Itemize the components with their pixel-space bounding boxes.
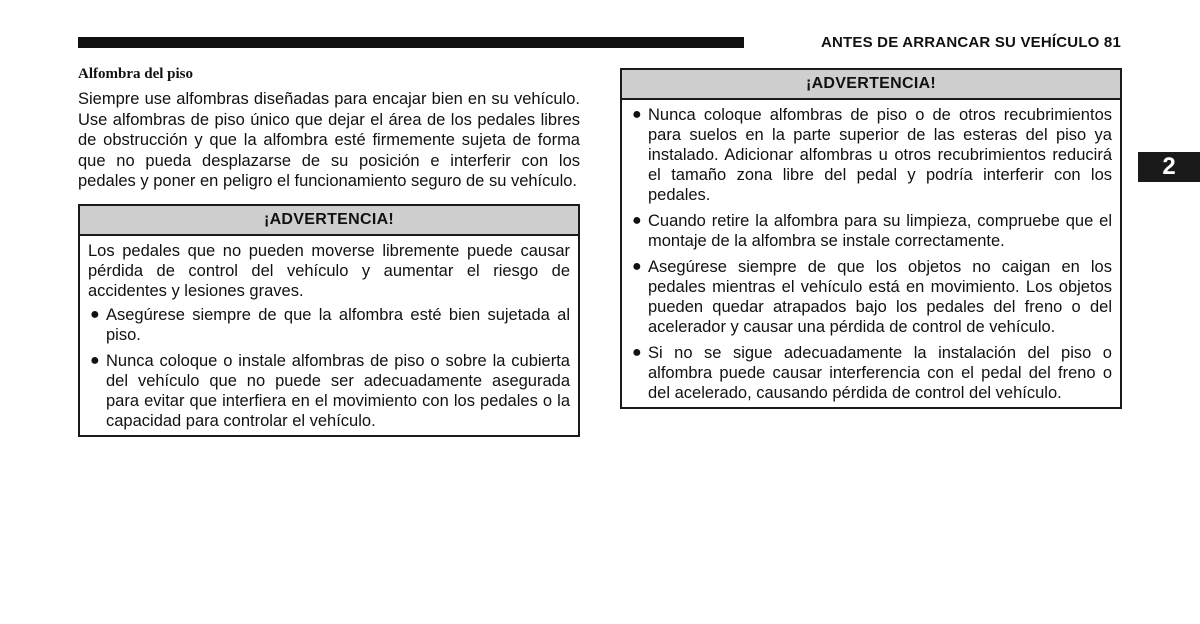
warning-item-text: Nunca coloque alfombras de piso o de otros recubrimientos para suelos en la parte superior de las esteras del piso ya instalado. Adicionar alfombras u otros recubrimientos reducirá el tamaño zona libre del pedal y podría interferir con los pedales. <box>648 106 1112 204</box>
body-paragraph: Siempre use alfombras diseñadas para encajar bien en su vehículo. Use alfombras de piso único que dejar el área de los pedales libres de obstrucción y que la alfombra esté firmemente sujeta de forma que no pueda desplazarse de su posición e interferir con los pedales y poner en peligro el funcionamiento seguro de su vehículo. <box>78 90 580 191</box>
warning-item-text: Asegúrese siempre de que la alfombra esté bien sujetada al piso. <box>106 305 570 344</box>
chapter-tab: 2 <box>1138 152 1200 182</box>
warning-item-text: Cuando retire la alfombra para su limpieza, compruebe que el montaje de la alfombra se instale correctamente. <box>648 212 1112 250</box>
warning-body <box>80 236 578 435</box>
warning-list-item <box>630 105 1112 205</box>
running-header: ANTES DE ARRANCAR SU VEHÍCULO 81 <box>820 34 1121 51</box>
warning-intro: Los pedales que no pueden moverse libremente puede causar pérdida de control del vehículo y aumentar el riesgo de accidentes y lesiones graves. <box>88 241 570 300</box>
bullet-icon: ● <box>632 344 642 361</box>
left-column <box>78 64 580 437</box>
bullet-icon: ● <box>632 212 642 229</box>
bullet-icon: ● <box>90 305 100 323</box>
warning-list-item <box>630 257 1112 337</box>
warning-list-item <box>88 351 570 431</box>
section-heading: Alfombra del piso <box>78 66 194 82</box>
warning-list <box>630 105 1112 403</box>
warning-item-text: Si no se sigue adecuadamente la instalación del piso o alfombra puede causar interferencia con el pedal del freno o del acelerado, causando pérdida de control del vehículo. <box>648 344 1112 402</box>
warning-list <box>88 305 570 431</box>
warning-box-left <box>78 204 580 437</box>
warning-body <box>622 100 1120 407</box>
warning-item-text: Asegúrese siempre de que los objetos no caigan en los pedales mientras el vehículo está en movimiento. Los objetos pueden quedar atrapados bajo los pedales del freno o del acelerador y causar una pérdida de control de vehículo. <box>648 258 1112 336</box>
right-column <box>620 68 1122 409</box>
warning-list-item <box>630 343 1112 403</box>
bullet-icon: ● <box>90 351 100 369</box>
warning-box-right <box>620 68 1122 409</box>
bullet-icon: ● <box>632 106 642 123</box>
warning-item-text: Nunca coloque o instale alfombras de piso o sobre la cubierta del vehículo que no puede ser adecuadamente asegurada para evitar que interfiera en el movimiento con los pedales o la capacidad para controlar el vehículo. <box>106 351 570 430</box>
warning-title: ¡ADVERTENCIA! <box>80 206 578 236</box>
bullet-icon: ● <box>632 258 642 275</box>
warning-list-item <box>88 305 570 345</box>
warning-list-item <box>630 211 1112 251</box>
warning-title: ¡ADVERTENCIA! <box>622 70 1120 100</box>
header-rule <box>78 37 744 48</box>
